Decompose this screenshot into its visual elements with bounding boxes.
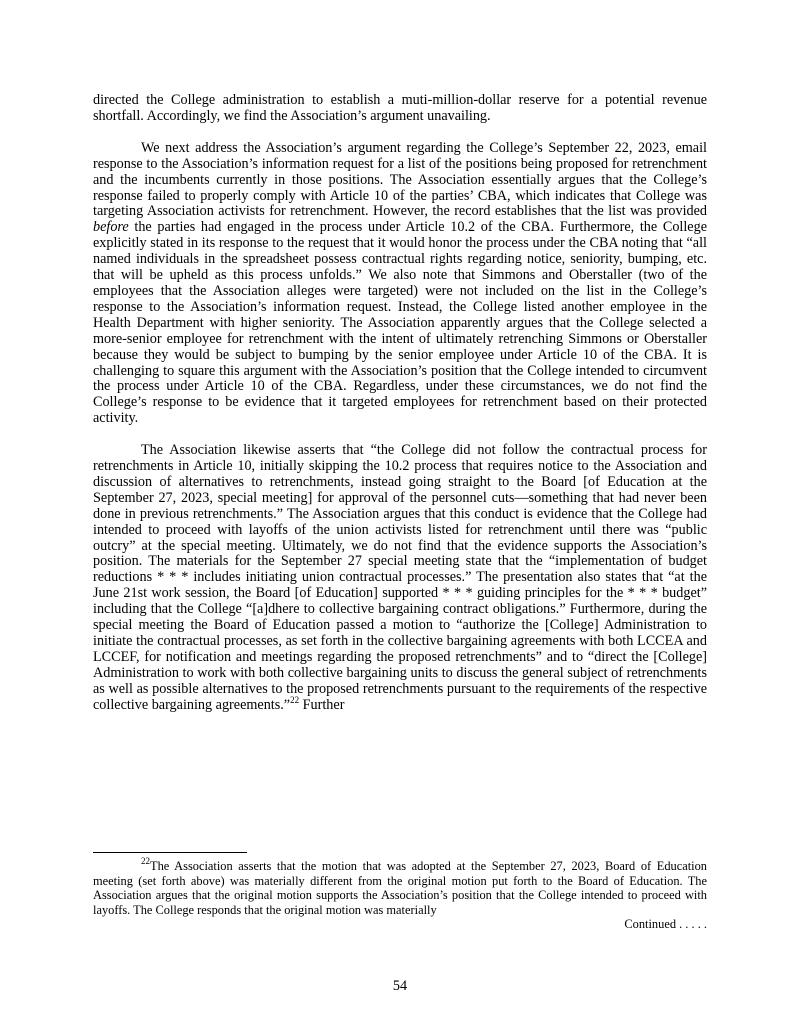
footnote-divider — [93, 852, 247, 853]
paragraph-2 — [93, 141, 707, 427]
footnote-continued: Continued . . . . . — [624, 917, 707, 932]
footnote-number: 22 — [141, 856, 150, 866]
paragraph-3-text: The Association likewise asserts that “the College did not follow the contractual process for retrenchments in Article 10, initially skipping the 10.2 process that requires notice to the Association and discussion of alternatives to retrenchments, instead going straight to the Board [of Education at the September 27, 2023, special meeting] for approval of the personnel cuts—something that had never been done in previous retrenchments.” The Association argues that this conduct is evidence that the College had intended to proceed with layoffs of the union activists listed for retrenchment until there was “public outcry” at the special meeting. Ultimately, we do not find that the evidence supports the Association’s position. The materials for the September 27 special meeting state that the “implementation of budget reductions * * * includes initiating union contractual processes.” The presentation also states that “at the June 21st work session, the Board [of Education] supported * * * guiding principles for the * * * budget” including that the College “[a]dhere to collective bargaining contract obligations.” Furthermore, during the special meeting the Board of Education passed a motion to “authorize the [College] Administration to initiate the contractual processes, as set forth in the collective bargaining agreements with both LCCEA and LCCEF, for notification and meetings regarding the proposed retrenchments” and to “direct the [College] Administration to work with both collective bargaining units to discuss the general subject of retrenchments as well as possible alternatives to the proposed retrenchments pursuant to the requirements of the respective collective bargaining agreements.” — [93, 442, 707, 713]
footnote-body: The Association asserts that the motion that was adopted at the September 27, 2023, Board of Education meeting (set forth above) was materially different from the original motion put forth to the Board of Education. The Association argues that the original motion supports the Association’s position that the College intended to proceed with layoffs. The College responds that the original motion was materially — [93, 859, 707, 917]
page-number: 54 — [392, 978, 408, 994]
paragraph-2-text-a: We next address the Association’s argument regarding the College’s September 22, 2023, email response to the Association’s information request for a list of the positions being proposed for retrenchment and the incumbents currently in those positions. The Association essentially argues that the College’s response failed to properly comply with Article 10 of the parties’ CBA, which indicates that College was targeting Association activists for retrenchment. However, the record establishes that the list was provided — [93, 139, 707, 220]
page-body — [93, 93, 707, 714]
footnote-text — [93, 856, 707, 917]
paragraph-2-emphasis: before — [93, 219, 129, 236]
paragraph-1 — [93, 93, 707, 125]
paragraph-3 — [93, 443, 707, 713]
footnote-reference[interactable]: 22 — [290, 694, 300, 705]
paragraph-2-text-b: the parties had engaged in the process under Article 10.2 of the CBA. Furthermore, the College explicitly stated in its response to the request that it would honor the process under the CBA noting that “all named individuals in the spreadsheet possess contractual rights regarding notice, seniority, bumping, etc. that will be upheld as this process unfolds.” We also note that Simmons and Oberstaller (two of the employees that the Association alleges were targeted) were not included on the list in the College’s response to the Association’s information request. Instead, the College listed another employee in the Health Department with higher seniority. The Association apparently argues that the College selected a more-senior employee for retrenchment with the intent of ultimately retrenching Simmons or Oberstaller because they would be subject to bumping by the senior employee under Article 10 of the CBA. It is challenging to square this argument with the Association’s position that the College intended to circumvent the process under Article 10 of the CBA. Regardless, under these circumstances, we do not find the College’s response to be evidence that it targeted employees for retrenchment based on their protected activity. — [93, 219, 707, 427]
footnote-22 — [93, 856, 707, 932]
paragraph-3-end: Further — [299, 696, 345, 713]
paragraph-1-text: directed the College administration to establish a muti-million-dollar reserve for a potential revenue shortfall. Accordingly, we find the Association’s argument unavailing. — [93, 92, 707, 124]
